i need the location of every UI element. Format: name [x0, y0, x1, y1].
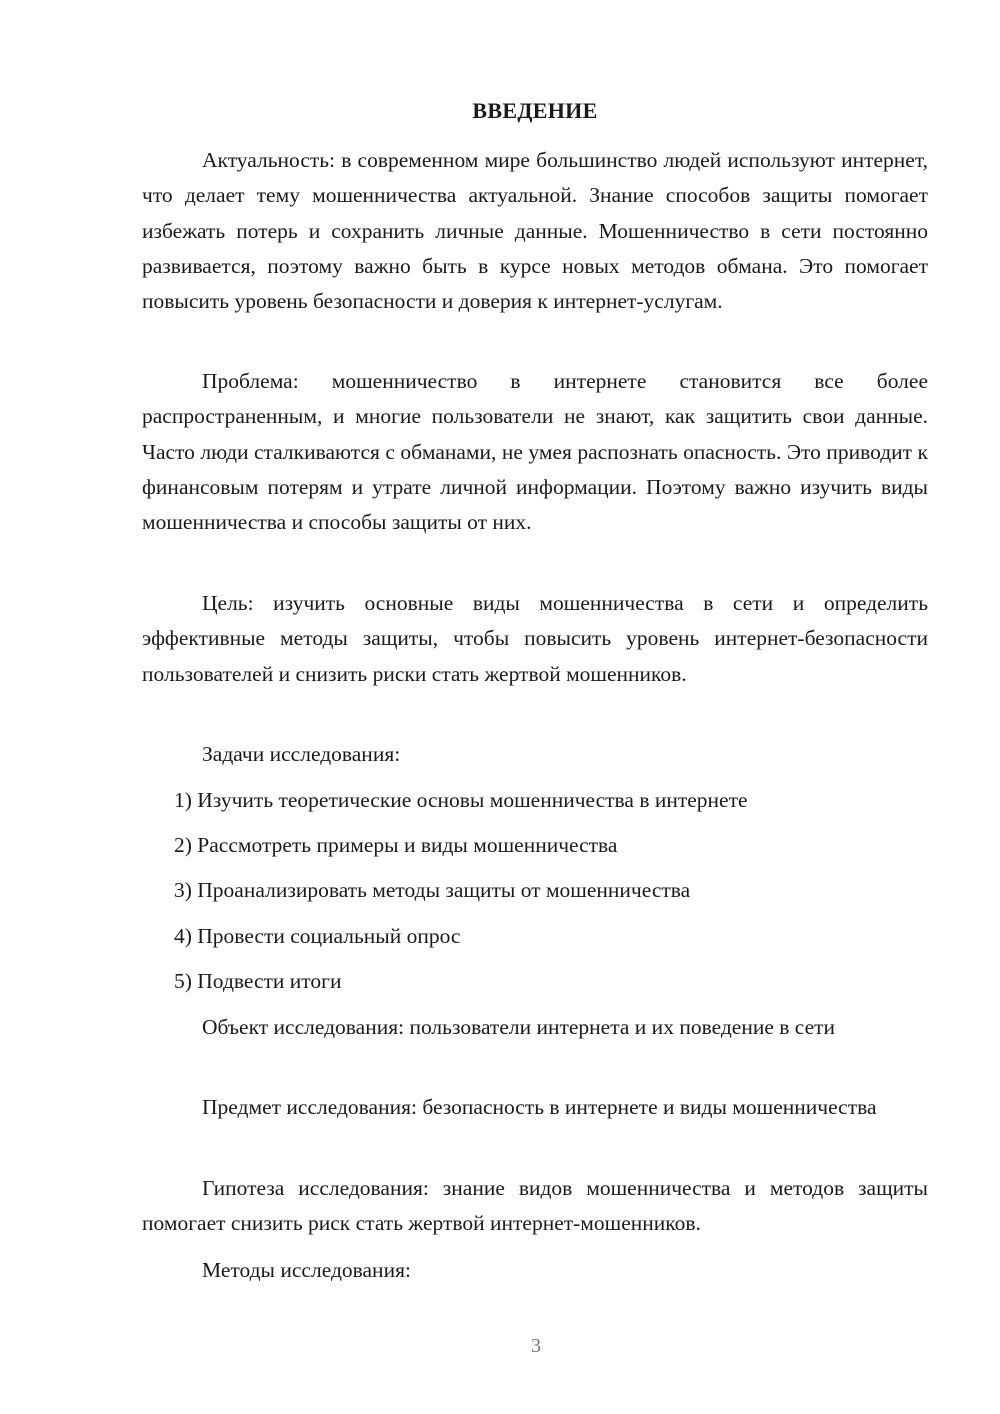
page-number: 3	[531, 1335, 541, 1357]
task-item-3: 3) Проанализировать методы защиты от мошенничества	[174, 878, 691, 902]
paragraph-goal: Цель: изучить основные виды мошенничества в сети и определить эффективные методы защиты, чтобы повысить уровень интернет-безопасности пользователей и снизить риски стать жертвой мошенников.	[142, 591, 928, 686]
tasks-heading: Задачи исследования:	[202, 742, 401, 766]
paragraph-methods: Методы исследования:	[202, 1258, 411, 1282]
task-item-1: 1) Изучить теоретические основы мошенничества в интернете	[174, 788, 748, 812]
task-item-2: 2) Рассмотреть примеры и виды мошенничества	[174, 833, 618, 857]
paragraph-problem: Проблема: мошенничество в интернете становится все более распространенным, и многие пользователи не знают, как защитить свои данные. Часто люди сталкиваются с обманами, не умея распознать опасность. Это приводит к финансовым потерям и утрате личной информации. Поэтому важно изучить виды мошенничества и способы защиты от них.	[142, 369, 928, 535]
paragraph-hypothesis: Гипотеза исследования: знание видов мошенничества и методов защиты помогает снизить риск стать жертвой интернет-мошенников.	[142, 1176, 928, 1236]
paragraph-relevance: Актуальность: в современном мире большинство людей используют интернет, что делает тему мошенничества актуальной. Знание способов защиты помогает избежать потерь и сохранить личные данные. Мошенничество в сети постоянно развивается, поэтому важно быть в курсе новых методов обмана. Это помогает повысить уровень безопасности и доверия к интернет-услугам.	[142, 148, 928, 314]
task-item-5: 5) Подвести итоги	[174, 969, 342, 993]
paragraph-subject: Предмет исследования: безопасность в интернете и виды мошенничества	[202, 1095, 877, 1119]
page-title: ВВЕДЕНИЕ	[472, 98, 598, 123]
paragraph-object: Объект исследования: пользователи интернета и их поведение в сети	[202, 1015, 836, 1039]
task-item-4: 4) Провести социальный опрос	[174, 924, 461, 948]
